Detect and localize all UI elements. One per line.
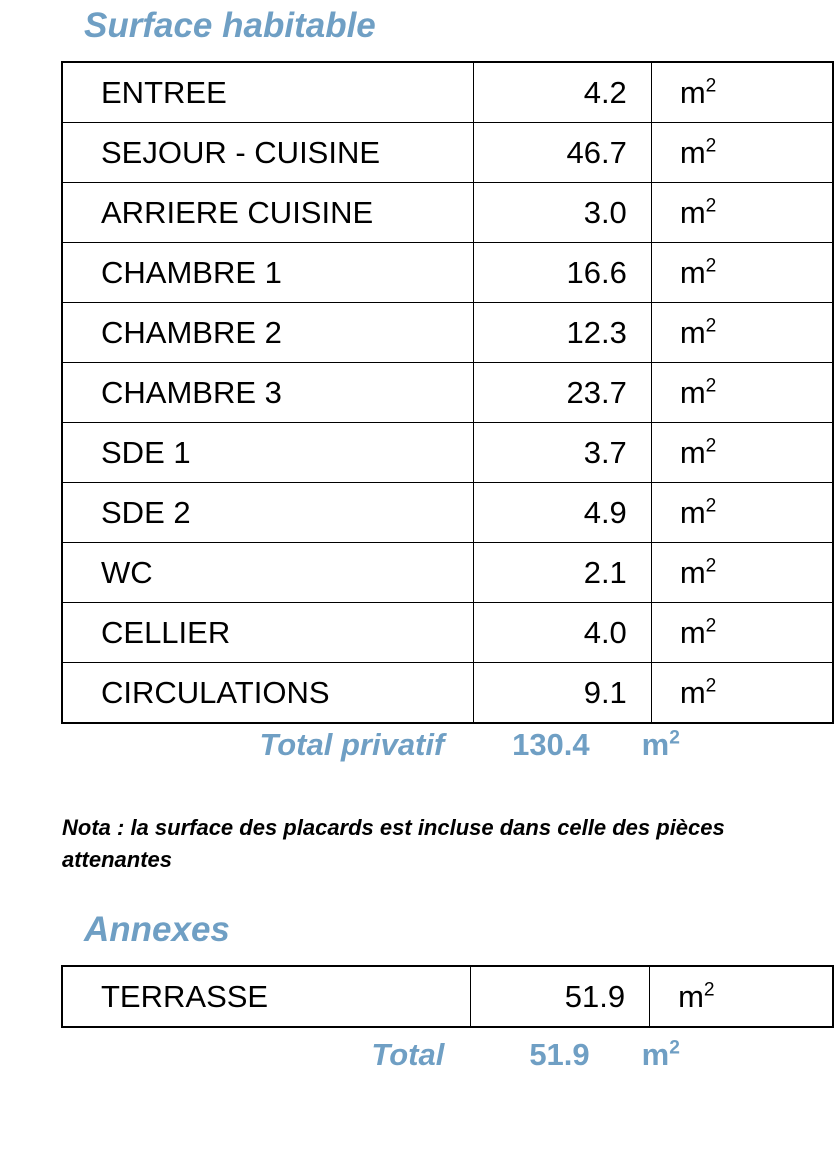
total-privatif-value: 130.4 [512, 727, 590, 762]
room-area-value: 2.1 [474, 543, 652, 603]
table-row [62, 62, 833, 123]
room-area-value: 23.7 [474, 363, 652, 423]
room-area-unit: $m^2$ [651, 483, 833, 543]
room-name: CHAMBRE 2 [62, 303, 474, 363]
room-area-value: 4.9 [474, 483, 652, 543]
total-annexes-label: Total [371, 1037, 445, 1072]
section-title-annexes: Annexes [84, 910, 230, 949]
room-area-value: 4.0 [474, 603, 652, 663]
room-area-value: 9.1 [474, 663, 652, 724]
room-area-value: 4.2 [474, 62, 652, 123]
total-annexes-value: 51.9 [529, 1037, 590, 1072]
table-row [62, 543, 833, 603]
table-row [62, 243, 833, 303]
total-annexes-unit: $m^2$ [641, 1037, 680, 1072]
table-row [62, 363, 833, 423]
annexes-table-body [62, 966, 833, 1027]
room-area-unit: $m^2$ [651, 543, 833, 603]
room-name: SDE 1 [62, 423, 474, 483]
total-privatif-unit: $m^2$ [641, 727, 680, 762]
room-area-value: 46.7 [474, 123, 652, 183]
room-area-unit: $m^2$ [650, 966, 833, 1027]
total-privatif-row [61, 727, 777, 763]
table-row [62, 483, 833, 543]
annexes-table [61, 965, 834, 1028]
room-area-value: 3.0 [474, 183, 652, 243]
section-title-surface-habitable: Surface habitable [84, 6, 376, 45]
room-area-unit: $m^2$ [651, 303, 833, 363]
room-name: SEJOUR - CUISINE [62, 123, 474, 183]
table-row [62, 123, 833, 183]
surface-habitable-table-body [62, 62, 833, 723]
table-row [62, 183, 833, 243]
room-name: CIRCULATIONS [62, 663, 474, 724]
room-name: CELLIER [62, 603, 474, 663]
surface-habitable-table [61, 61, 834, 724]
table-row [62, 663, 833, 724]
room-area-unit: $m^2$ [651, 603, 833, 663]
table-row [62, 966, 833, 1027]
total-privatif-label: Total privatif [259, 727, 445, 762]
room-name: CHAMBRE 1 [62, 243, 474, 303]
room-name: ENTREE [62, 62, 474, 123]
room-area-unit: $m^2$ [651, 363, 833, 423]
room-area-unit: $m^2$ [651, 183, 833, 243]
total-annexes-row [61, 1037, 777, 1073]
table-row [62, 603, 833, 663]
room-area-unit: $m^2$ [651, 123, 833, 183]
room-area-unit: $m^2$ [651, 62, 833, 123]
room-name: WC [62, 543, 474, 603]
room-name: TERRASSE [62, 966, 470, 1027]
room-area-unit: $m^2$ [651, 663, 833, 724]
table-row [62, 423, 833, 483]
nota-text: Nota : la surface des placards est incluse dans celle des pièces attenantes [62, 815, 725, 872]
room-area-value: 3.7 [474, 423, 652, 483]
room-area-value: 51.9 [470, 966, 649, 1027]
table-row [62, 303, 833, 363]
room-area-unit: $m^2$ [651, 423, 833, 483]
room-name: CHAMBRE 3 [62, 363, 474, 423]
room-area-value: 12.3 [474, 303, 652, 363]
room-area-unit: $m^2$ [651, 243, 833, 303]
room-area-value: 16.6 [474, 243, 652, 303]
room-name: SDE 2 [62, 483, 474, 543]
room-name: ARRIERE CUISINE [62, 183, 474, 243]
